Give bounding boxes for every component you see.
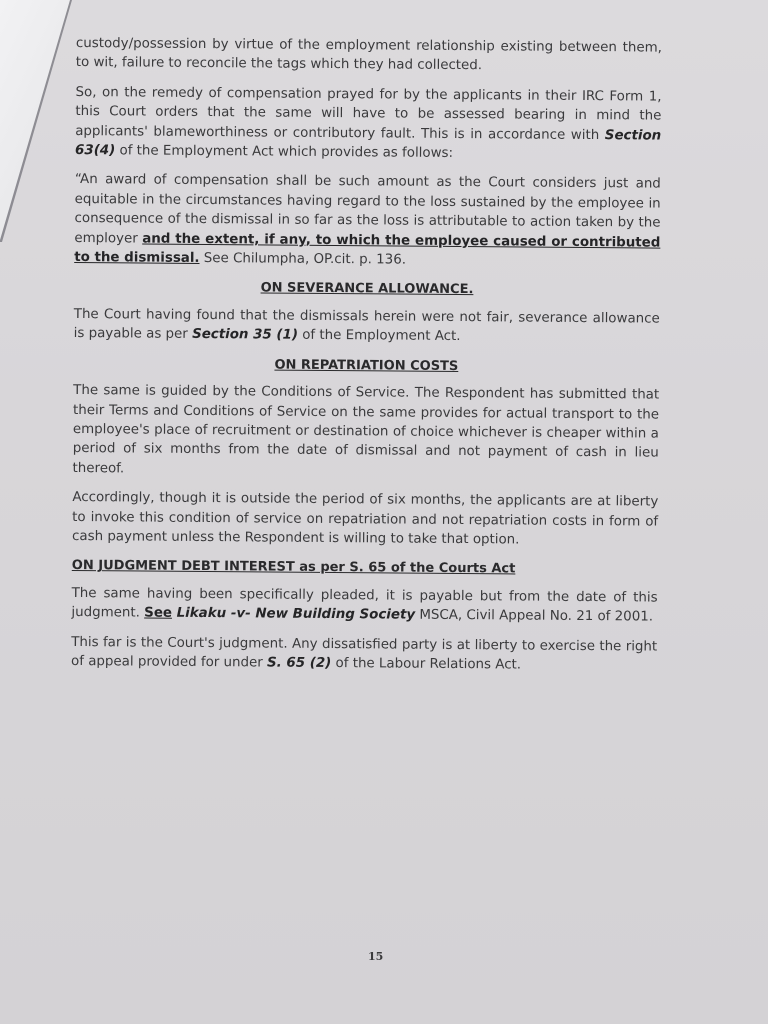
- text: of the Labour Relations Act.: [331, 655, 522, 673]
- emphasized-text: and the extent, if any, to which the employee caused or contributed to the dismissal.: [74, 231, 661, 267]
- paragraph-conclusion: [71, 633, 657, 676]
- paragraph-compensation: [75, 83, 662, 165]
- text: So, on the remedy of compensation prayed for by the applicants in their IRC Form 1, this Court orders that the same will have to be assessed bearing in mind the applicants' blameworthiness or contributory fault. This is in accordance with: [75, 84, 662, 143]
- section-reference: Section 63(4): [75, 127, 662, 159]
- heading-judgment-debt-interest: ON JUDGMENT DEBT INTEREST as per S. 65 of the Courts Act: [71, 558, 516, 577]
- previous-page-fold: [0, 0, 70, 240]
- document-body: [71, 34, 662, 686]
- heading-severance-allowance: ON SEVERANCE ALLOWANCE.: [260, 280, 474, 298]
- paragraph-severance: [74, 305, 660, 348]
- text: This far is the Court's judgment. Any dissatisfied party is at liberty to exercise the right of appeal provided for under: [71, 634, 658, 671]
- section-reference: S. 65 (2): [266, 655, 332, 671]
- quoted-provision: [74, 170, 661, 272]
- paragraph-repatriation-1: The same is guided by the Conditions of Service. The Respondent has submitted that their Terms and Conditions of Service on the same provides for actual transport to the employee's place of recruitment or destination of choice whichever is cheaper within a period of six months from the date of dismissal and not payment of cash in lieu thereof.: [72, 383, 660, 477]
- citation: See Chilumpha, OP.cit. p. 136.: [199, 251, 407, 268]
- see-reference: See: [144, 605, 173, 621]
- text: of the Employment Act which provides as follows:: [115, 143, 454, 161]
- section-reference: Section 35 (1): [192, 327, 299, 344]
- page-number: 15: [368, 950, 384, 963]
- paragraph-interest: [71, 584, 657, 627]
- text: “An award of compensation shall be such amount as the Court considers just and equitable in the circumstances having regard to the loss sustained by the employee in consequence of the dismissal in so far as the loss is attributable to action taken by the employer: [74, 172, 661, 247]
- case-name: Likaku -v- New Building Society: [171, 605, 416, 623]
- heading-repatriation-costs: ON REPATRIATION COSTS: [274, 357, 459, 374]
- text: The Court having found that the dismissals herein were not fair, severance allowance is payable as per: [73, 306, 660, 343]
- citation: MSCA, Civil Appeal No. 21 of 2001.: [415, 607, 654, 625]
- paragraph-repatriation-2: Accordingly, though it is outside the period of six months, the applicants are at liberty to invoke this condition of service on repatriation and not repatriation costs in form of cash payment unless the Respondent is willing to take that option.: [71, 490, 659, 548]
- text: The same having been specifically pleaded, it is payable but from the date of this judgment.: [71, 585, 658, 621]
- paragraph-custody: custody/possession by virtue of the employment relationship existing between them, to wit, failure to reconcile the tags which they had collected.: [75, 35, 662, 74]
- text: of the Employment Act.: [297, 328, 461, 345]
